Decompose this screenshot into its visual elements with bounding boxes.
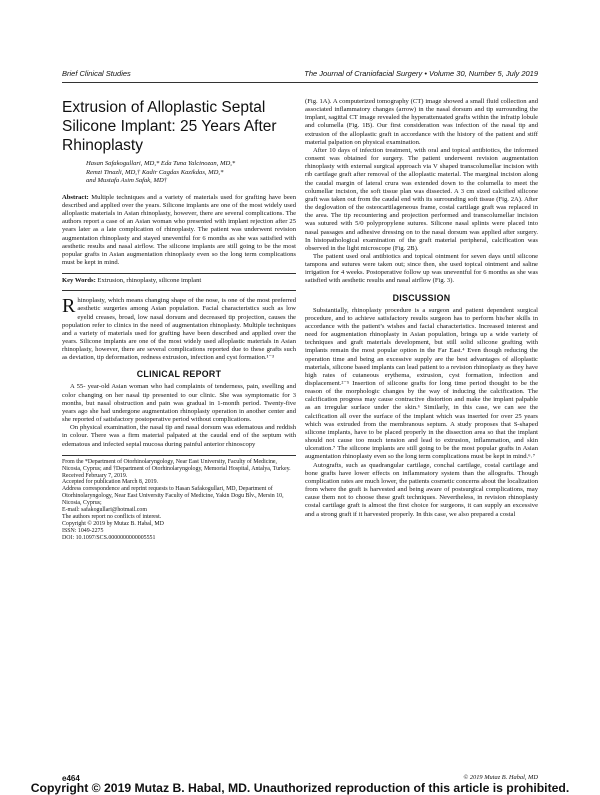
footnote-address: Address correspondence and reprint requests to Hasan Safakogullari, MD, Department of Otorhinolaryngology, Near East University Faculty of Medicine, Yakin Dogu Blv., Mersin 10, Nicosia, Cyprus; [62, 486, 284, 507]
discussion-paragraph-2: Autografts, such as quadrangular cartilage, conchal cartilage, costal cartilage and bone grafts have lower effects on inflammatory system than the allografts. Though complication rates are much lower, the patients cosmetic concerns about the localization from where the graft is harvested and being aware of postsurgical complications, may cause them not to choose these graft techniques. Nevertheless, in revision rhinoplasty costal cartilage graft is almost the first choice for surgeons, it can supply an excessive and a strong graft if it harvested properly. In this case, we also prepared a costal [305, 461, 538, 518]
section-label: Brief Clinical Studies [62, 69, 131, 78]
author-list [62, 160, 296, 186]
drop-cap: R [62, 295, 76, 318]
abstract-label: Abstract: [62, 193, 89, 201]
abstract [62, 194, 296, 267]
journal-citation: The Journal of Craniofacial Surgery • Volume 30, Number 5, July 2019 [304, 69, 538, 78]
keywords-rule-bottom [62, 290, 296, 291]
copyright-small: © 2019 Mutaz B. Habal, MD [463, 774, 538, 781]
clinical-paragraph-4: After 10 days of infection treatment, with oral and topical antibiotics, the informed consent was obtained for surgery. The patient underwent revision augmentation rhinoplasty with external surgical approach via V shaped transcolumellar incision with rib cartilage graft after removal of the alloplastic material. The marginal incision along the caudal margin of lateral crura was extended down to the columella to meet the columellar incision, the soft tissue plan was dissected. A 3 cm sized calcified silicone graft was taken out from the caudal end with its surrounding soft tissue (Fig. 2A). After the deglovation of the osteocartilageneous frame, costal cartilage graft was replaced in the area. The tip recountering and projection performed and transcolumellar incision was sutured with 5/0 polypropylene sutures. Silicone nasal splints were placed into nasal passages and adhesive dressing on to the nasal dorsum was applied after surgery. In histopathological examination of the graft material peripheral, calcification was observed in the light microscope (Fig. 2B). [305, 146, 538, 252]
intro-paragraph [62, 297, 296, 362]
abstract-text: Multiple techniques and a variety of materials used for grafting have been described and applied over the years. Silicone implants are one of the most widely used alloplastic materials in Asian rhinoplasty, however, there are several complications. The authors report a case of an Asian woman who presented with implant rejection after 25 years later as a late complication of rhinoplasty. The patient was underwent revision augmentation rhinoplasty and stayed uneventful for 6 months as she was satisfied with aesthetic results and nasal airflow. The silicone implants are still going to be the most popular grafts in Asian augmentation rhinoplasty even so the long term complications must be kept in mind. [62, 193, 297, 267]
footnote-rule [62, 455, 296, 456]
footnote-accepted: Accepted for publication March 8, 2019. [62, 479, 159, 486]
footnote-doi: DOI: 10.1097/SCS.0000000000005551 [62, 534, 156, 541]
header-rule [62, 82, 538, 83]
footnote-copyright: Copyright © 2019 by Mutaz B. Habal, MD [62, 520, 164, 527]
intro-text: hinoplasty, which means changing shape of the nose, is one of the most preferred aesthetic surgeries among Asian population. Facial characteristics such as low eyelid creases, broad, low nasal dorsum and decreased tip projection, causes the population refer to clinics in the need of augmentation rhinoplasty. Multiple techniques and a variety of materials used for grafting have been described and applied over the years. Silicone implants are one of the most widely used alloplastic materials in Asian rhinoplasty, however, there are several complications reported due to these grafts such as deviation, tip deformation, redness extrusion, infection and cyst formation.¹⁻³ [62, 297, 296, 362]
discussion-paragraph-1: Substantially, rhinoplasty procedure is a surgeon and patient dependent surgical procedure, and to achieve satisfactory results surgeon has to perform his/her skills in accordance with the patient’s wishes and facial characteristics. Increased interest and need for augmentation rhinoplasty in Asian population, brings up a wide variety of techniques and graft materials development, but still solid silicone grafting with implants remain the most popular option in the Far East.⁴ Even though reducing the operation time and being an excessive supply are the best advantages of alloplastic materials, silicone based implants can lead patient to a revision rhinoplasty as they have high rates of cutaneous erythema, extrusion, cyst formation, infection and displacement.²⁻⁵ Insertion of silicone grafts for long time period thought to be the reason of the morphologic changes by the way of inducing the calcification. The calcification progress may cause contractive distortion and make the implant palpable as an irregular surface under the skin.⁶ Similarly, in this case, we can see the calcification all over the surface of the implant which was inserted for over 25 years which was extruded from the membranous septum. A study proposes that S-shaped silicone implants, have to be placed properly in the dissection area so that the implant should not cause too much tension and lead to extrusion, inflammation, and skin ulceration.⁷ The silicone implants are still going to be the most popular grafts in Asian augmentation rhinoplasty even so the long term complications must be kept in mind.⁶˒⁷ [305, 306, 538, 461]
clinical-paragraph-3: (Fig. 1A). A computerized tomography (CT) image showed a small fluid collection and associated inflammatory changes (arrow) in the nasal dorsum and tip surrounding the implant, sagittal CT image revealed the hyperattenuated grafts within the infratip lobule and columella (Fig. 1B). Our first consideration was infection of the nasal tip and extrusion of the alloplastic graft in accordance with the history of the patient and stiff material palpation on physical examination. [305, 98, 538, 146]
keywords-rule [62, 273, 296, 274]
author-line: Remzi Tinazli, MD,† Kadir Cagdas Kazikdas, MD,* [86, 168, 224, 176]
author-line: and Mustafa Asim Safak, MD† [86, 177, 168, 185]
keywords [62, 277, 296, 285]
right-column [305, 98, 538, 519]
footnote-email: E-mail: safakogullari@hotmail.com [62, 507, 147, 514]
discussion-heading: DISCUSSION [392, 292, 451, 303]
page-number: e464 [62, 774, 80, 783]
article-title: Extrusion of Alloplastic Septal Silicone Implant: 25 Years After Rhinoplasty [62, 99, 277, 154]
running-header [62, 69, 538, 81]
clinical-paragraph-5: The patient used oral antibiotics and topical ointment for seven days until silicone tampons and sutures were taken out; since then, she used topical ointment and saline irrigation for 4 weeks. Postoperative follow up was uneventful for 6 months as she was satisfied with aesthetic results and nasal airflow (Fig. 3). [305, 252, 538, 285]
author-line: Hasan Safakogullari, MD,* Eda Tuna Yalcinozan, MD,* [86, 160, 236, 167]
footnote-conflicts: The authors report no conflicts of interest. [62, 513, 162, 520]
left-column [62, 98, 296, 542]
clinical-paragraph-2: On physical examination, the nasal tip and nasal dorsum was edematous and reddish in colour. There was a firm material palpated at the caudal end of the septum with edematous and infected septal mucosa during painful anterior rhinoscopy [62, 424, 296, 448]
clinical-paragraph-1: A 55- year-old Asian woman who had complaints of tenderness, pain, swelling and color changing on her nasal tip presented to our clinic. She was symptomatic for 3 months, but nasal obstruction and pain was gradual in 1-month period. Twenty-five years ago she had undergone augmentation rhinoplasty operation in another center and she reported of satisfactory postoperative period without complications. [62, 383, 296, 424]
footnotes [62, 459, 296, 542]
clinical-report-heading: CLINICAL REPORT [136, 369, 222, 380]
footnote-received: Received February 7, 2019. [62, 472, 128, 479]
keywords-text: Extrusion, rhinoplasty, silicone implant [97, 277, 202, 285]
footnote-issn: ISSN: 1049-2275 [62, 527, 104, 534]
keywords-label: Key Words: [62, 277, 96, 285]
copyright-banner: Copyright © 2019 Mutaz B. Habal, MD. Unauthorized reproduction of this article is prohibited. [30, 781, 570, 795]
footnote-affiliation: From the *Department of Otorhinolaryngology, Near East University, Faculty of Medicine, Nicosia, Cyprus; and †Department of Otorhinolaryngology, Memorial Hospital, Antalya, Turkey. [62, 458, 291, 472]
